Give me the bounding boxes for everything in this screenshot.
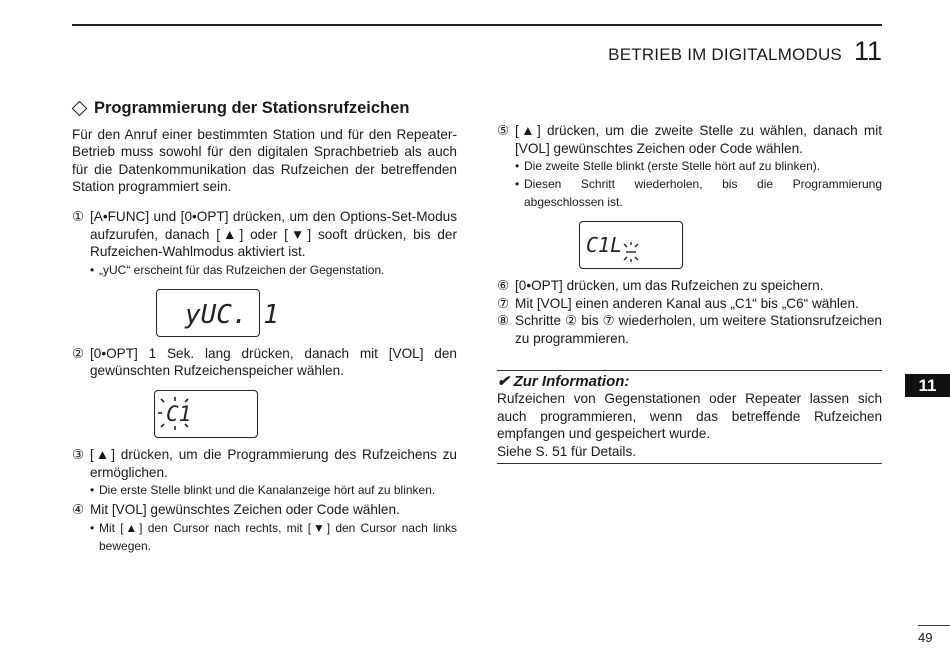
- step-1: [72, 208, 457, 261]
- checkmark-icon: ✔: [497, 372, 510, 390]
- step-text: [0•OPT] drücken, um das Rufzeichen zu speichern.: [515, 278, 824, 294]
- step-text: Schritte ② bis ⑦ wiederholen, um weitere Stationsrufzeichen zu programmieren.: [515, 313, 882, 346]
- step-7: [497, 295, 882, 313]
- step-text: [▲] drücken, um die Programmierung des Rufzeichens zu ermöglichen.: [90, 446, 457, 480]
- left-column: [72, 100, 457, 555]
- section-title: Programmierung der Stationsrufzeichen: [94, 99, 410, 117]
- bullet-text: Mit [▲] den Cursor nach rechts, mit [▼] den Cursor nach links bewegen.: [99, 520, 457, 553]
- step-number: ⑧: [497, 313, 510, 329]
- bullet-text: Die erste Stelle blinkt und die Kanalanzeige hört auf zu blinken.: [99, 483, 436, 498]
- step-4-bullet: • Mit [▲] den Cursor nach rechts, mit [▼] den Cursor nach links bewegen.: [90, 520, 457, 553]
- step-4: [72, 501, 457, 519]
- lcd-readout: C1L: [586, 233, 623, 258]
- bullet-text: „yUC“ erscheint für das Rufzeichen der Gegenstation.: [99, 262, 385, 277]
- step-2: [72, 345, 457, 380]
- chapter-tab: 11: [905, 374, 950, 397]
- header-chapter-number: 11: [853, 36, 882, 66]
- step-3: [72, 446, 457, 481]
- header-title: BETRIEB IM DIGITALMODUS: [608, 45, 842, 64]
- bullet-text: Die zweite Stelle blinkt (erste Stelle hört auf zu blinken).: [524, 159, 821, 174]
- step-number: ④: [72, 502, 85, 518]
- diamond-icon: [72, 101, 88, 117]
- step-1-bullet: • „yUC“ erscheint für das Rufzeichen der Gegenstation.: [90, 261, 457, 279]
- step-number: ①: [72, 208, 85, 224]
- section-heading: [72, 100, 457, 118]
- info-body: Rufzeichen von Gegenstationen oder Repeater lassen sich auch programmieren, wenn das betreffende Rufzeichen empfangen und gespeichert wurde.: [497, 391, 882, 442]
- header-rule: [72, 24, 882, 26]
- right-column: [497, 122, 882, 464]
- info-title: Zur Information:: [513, 372, 630, 390]
- step-5: [497, 122, 882, 157]
- lcd-display-c1: [154, 390, 457, 438]
- step-8: [497, 312, 882, 347]
- info-reference: Siehe S. 51 für Details.: [497, 443, 637, 459]
- step-text: Mit [VOL] einen anderen Kanal aus „C1“ bis „C6“ wählen.: [515, 295, 859, 311]
- step-number: ③: [72, 446, 85, 462]
- lcd-readout: C1: [166, 401, 192, 426]
- step-6: [497, 277, 882, 295]
- step-number: ⑤: [497, 123, 510, 138]
- lcd-display-yuc: [156, 289, 457, 337]
- step-5-bullet-2: • Diesen Schritt wiederholen, bis die Programmierung abgeschlossen ist.: [515, 177, 882, 210]
- step-text: [▲] drücken, um die zweite Stelle zu wählen, danach mit [VOL] gewünschtes Zeichen oder Code wählen.: [515, 123, 882, 156]
- step-number: ⑦: [497, 295, 510, 311]
- step-5-bullet-1: • Die zweite Stelle blinkt (erste Stelle hört auf zu blinken).: [515, 157, 882, 175]
- step-3-bullet: • Die erste Stelle blinkt und die Kanalanzeige hört auf zu blinken.: [90, 481, 457, 499]
- footer-rule: [918, 625, 950, 626]
- step-text: Mit [VOL] gewünschtes Zeichen oder Code wählen.: [90, 502, 400, 518]
- info-box: [497, 370, 882, 464]
- bullet-text: Diesen Schritt wiederholen, bis die Programmierung abgeschlossen ist.: [524, 177, 882, 210]
- step-text: [0•OPT] 1 Sek. lang drücken, danach mit [VOL] den gewünschten Rufzeichenspeicher wählen.: [90, 345, 457, 379]
- step-text: [A•FUNC] und [0•OPT] drücken, um den Options-Set-Modus aufzurufen, danach [▲] oder [▼] sooft drücken, bis der Rufzeichen-Wahlmodus aktiviert ist.: [90, 208, 457, 260]
- step-number: ⑥: [497, 278, 510, 294]
- lcd-readout: yUC. 1: [185, 299, 279, 330]
- section-intro: Für den Anruf einer bestimmten Station und für den Repeater-Betrieb muss sowohl für den digitalen Sprachbetrieb als auch für die Datenkommunikation das Rufzeichen der betreffenden Station programmiert sein.: [72, 126, 457, 195]
- page-number: 49: [918, 630, 933, 645]
- blink-marks-icon: [624, 242, 638, 262]
- lcd-display-c1l: [579, 221, 882, 269]
- step-number: ②: [72, 345, 85, 361]
- page-header: [608, 36, 882, 67]
- info-heading: [497, 373, 882, 391]
